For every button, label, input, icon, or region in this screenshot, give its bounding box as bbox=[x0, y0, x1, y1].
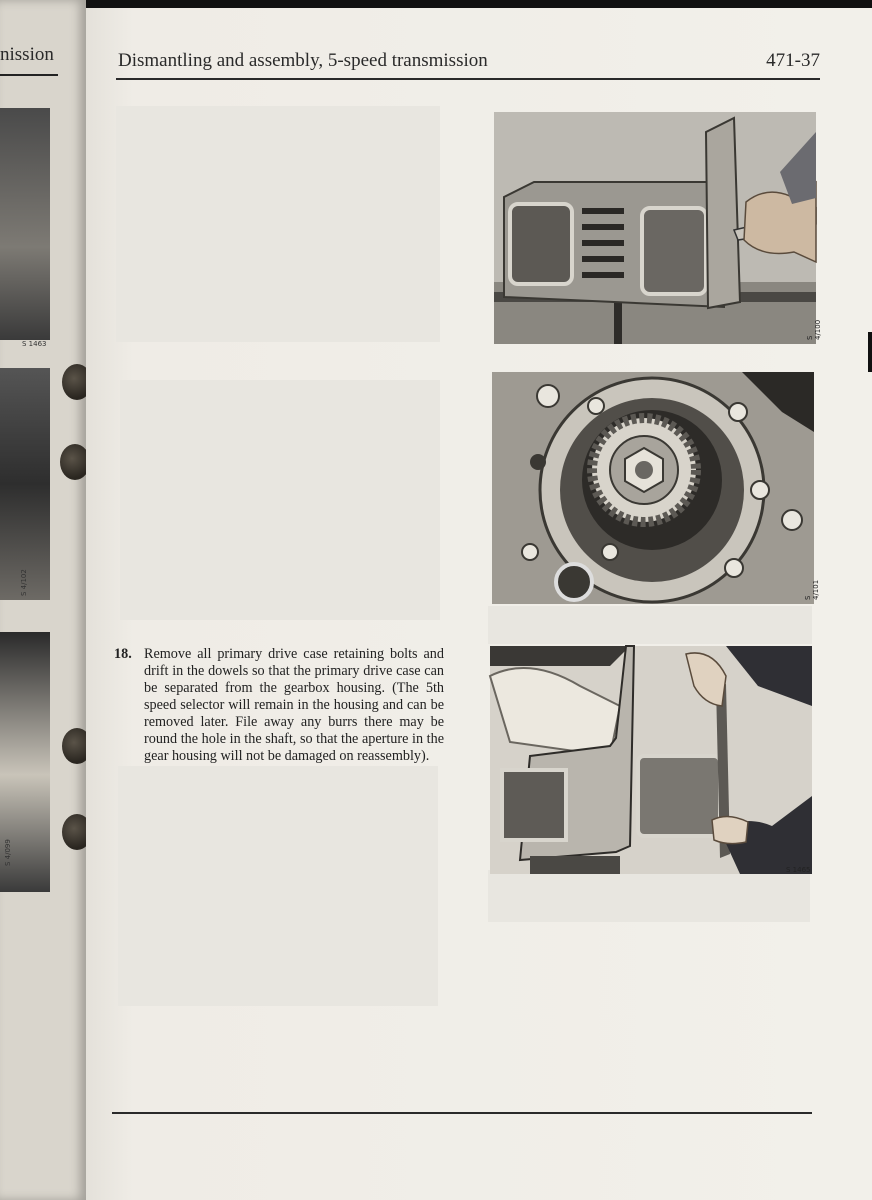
show-through-area bbox=[118, 766, 438, 1006]
photo-gearbox-bolts bbox=[494, 112, 822, 344]
show-through-area bbox=[488, 870, 810, 922]
photo-code-2: S 4/101 bbox=[804, 579, 820, 600]
footer-rule bbox=[112, 1112, 812, 1114]
page-top-edge bbox=[86, 0, 872, 8]
photo-code-1: S 4/100 bbox=[806, 319, 822, 340]
page-edge-tab bbox=[868, 332, 872, 372]
previous-page-photo-code-2: S 4/102 bbox=[20, 569, 28, 596]
step-text: Remove all primary drive case retaining bolts and drift in the dowels so that the primary drive case can be separated from the gearbox housing. (The 5th speed selector will remain in the housing and can be removed later. File away any burrs there may be round the hole in the shaft, so that the aperture in the gear housing will not be damaged on reassembly). bbox=[144, 646, 444, 764]
previous-page-header-rule bbox=[0, 74, 58, 76]
manual-page bbox=[86, 0, 872, 1200]
show-through-area bbox=[116, 106, 440, 342]
show-through-area bbox=[488, 606, 812, 644]
previous-page-photo-code-1: S 1463 bbox=[22, 340, 47, 348]
previous-page-photo-2 bbox=[0, 368, 50, 600]
previous-page-header: nission bbox=[0, 44, 54, 65]
header-rule bbox=[116, 78, 820, 80]
previous-page-edge bbox=[0, 0, 86, 1200]
previous-page-photo-1 bbox=[0, 108, 50, 340]
photo-code-3: S 1465 bbox=[786, 866, 811, 874]
photo-separating-case bbox=[490, 646, 812, 874]
page-title: Dismantling and assembly, 5-speed transmission bbox=[118, 50, 488, 71]
step-18 bbox=[114, 646, 444, 765]
page-number: 471-37 bbox=[766, 50, 820, 71]
previous-page-photo-code-3: S 4/099 bbox=[4, 839, 12, 866]
step-number: 18. bbox=[114, 646, 132, 662]
photo-drive-case-interior bbox=[492, 372, 820, 604]
show-through-area bbox=[120, 380, 440, 620]
